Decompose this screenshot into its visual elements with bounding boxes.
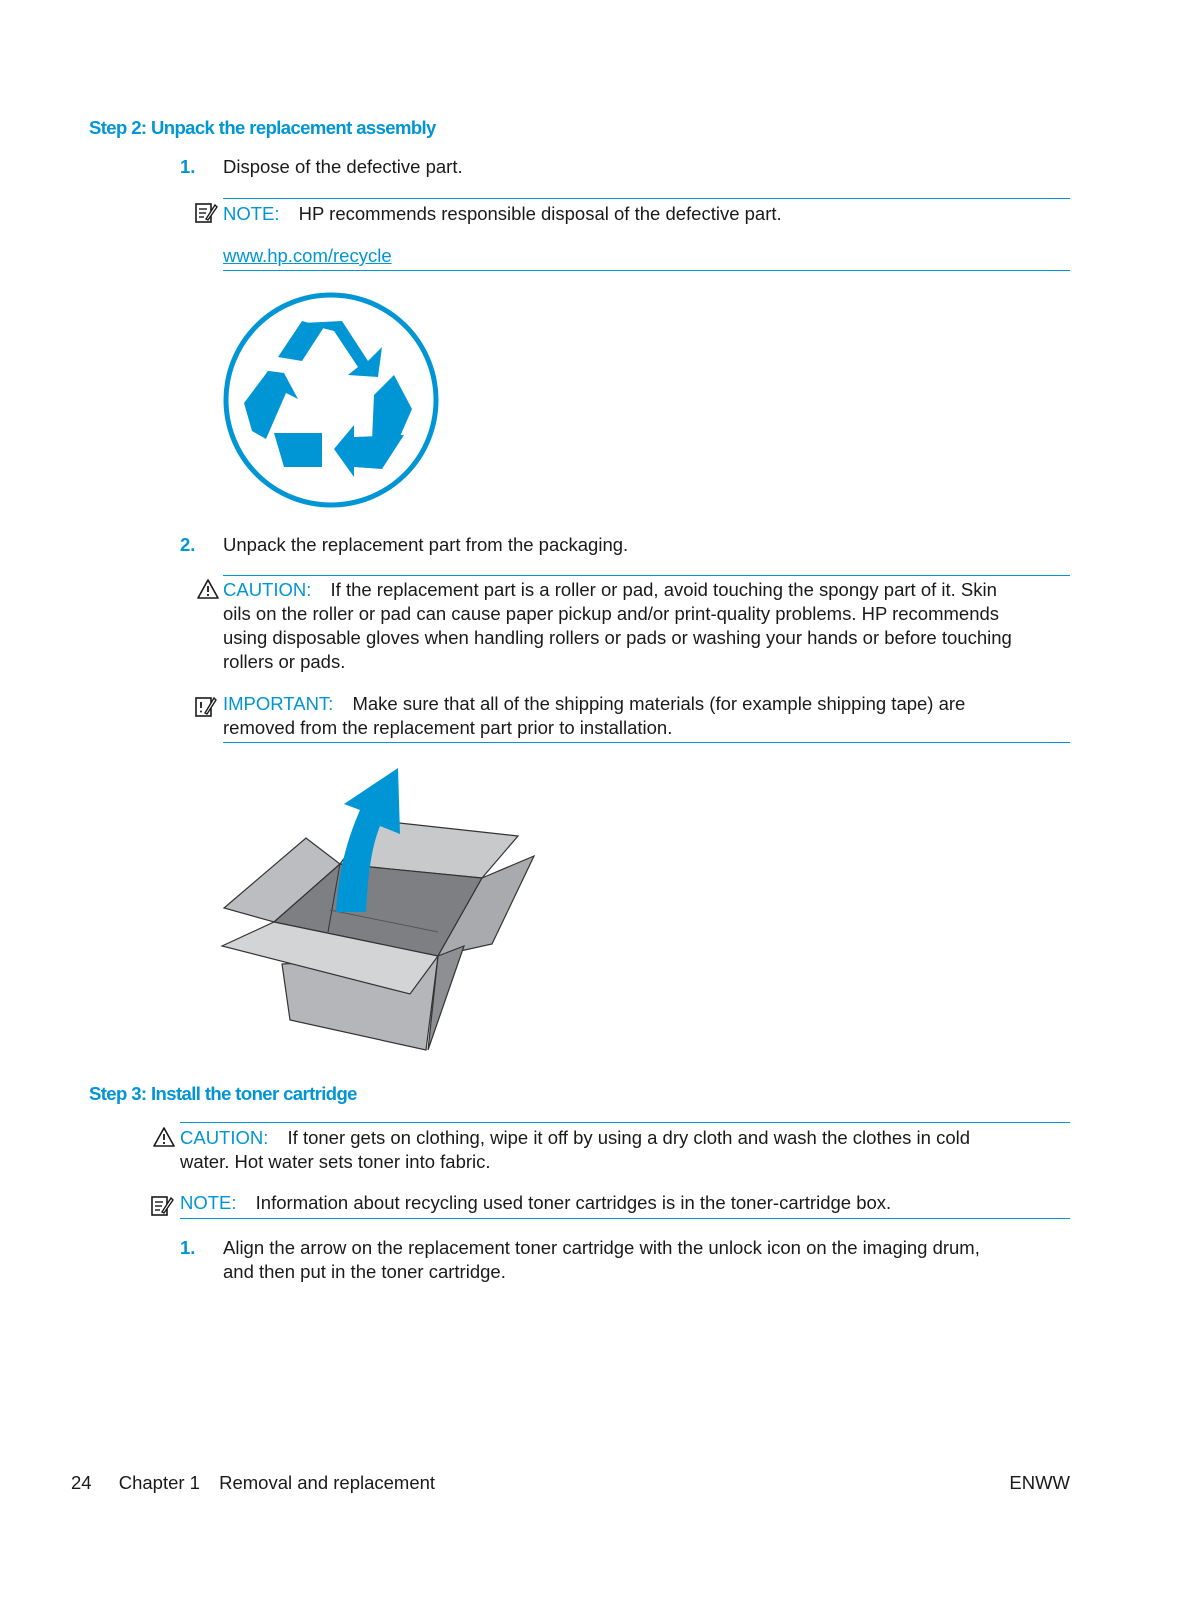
- note-icon: [150, 1194, 174, 1218]
- step2-heading: Step 2: Unpack the replacement assembly: [89, 117, 436, 138]
- important1-label: IMPORTANT:: [223, 693, 334, 714]
- step3-item1-number: 1.: [180, 1237, 196, 1258]
- recycle-link[interactable]: www.hp.com/recycle: [223, 245, 392, 266]
- step3-note-row: [180, 1192, 891, 1214]
- step3-caution-text: If toner gets on clothing, wipe it off by using a dry cloth and wash the clothes in cold: [287, 1127, 971, 1148]
- important1-line2: removed from the replacement part prior to installation.: [223, 717, 673, 738]
- note1-row: [223, 203, 782, 225]
- step3-caution-block: [180, 1126, 1070, 1174]
- note1-text: HP recommends responsible disposal of the defective part.: [298, 203, 782, 224]
- recycle-icon: [222, 291, 440, 509]
- step2-item1-text: Dispose of the defective part.: [223, 156, 463, 177]
- caution-icon: [152, 1126, 176, 1148]
- caution1-block: [223, 578, 1073, 674]
- step3-item1-line2: and then put in the toner cartridge.: [223, 1261, 506, 1282]
- important1-line1: [223, 692, 1073, 716]
- important-icon: [194, 693, 218, 719]
- step2-item1-number: 1.: [180, 156, 196, 177]
- footer-left: [71, 1472, 435, 1494]
- caution1-label: CAUTION:: [223, 579, 312, 600]
- caution1-line4: rollers or pads.: [223, 651, 346, 672]
- footer-chapter-title: Removal and replacement: [219, 1472, 436, 1493]
- note1-bottom-rule: [223, 270, 1070, 271]
- step3-caution-line1: [180, 1126, 1070, 1150]
- note-icon: [194, 201, 218, 225]
- step2-item2-text: Unpack the replacement part from the packaging.: [223, 534, 629, 555]
- footer-right: ENWW: [1009, 1472, 1070, 1493]
- caution1-line1: [223, 578, 1073, 602]
- caution1-line3: using disposable gloves when handling rollers or pads or washing your hands or before touching: [223, 627, 1012, 648]
- footer-page-number: 24: [71, 1472, 92, 1493]
- caution1-line2: oils on the roller or pad can cause paper pickup and/or print-quality problems. HP recommends: [223, 603, 1000, 624]
- step2-item2-number: 2.: [180, 534, 196, 555]
- note1-label: NOTE:: [223, 203, 280, 224]
- caution-icon: [196, 578, 220, 600]
- important1-block: [223, 692, 1073, 740]
- step3-note-bottom-rule: [180, 1218, 1070, 1219]
- box-icon: [220, 762, 540, 1054]
- step3-item1-block: [223, 1236, 1073, 1284]
- step3-caution-top-rule: [180, 1122, 1070, 1123]
- step3-note-text: Information about recycling used toner cartridges is in the toner-cartridge box.: [255, 1192, 892, 1213]
- footer-chapter: Chapter 1: [118, 1472, 200, 1493]
- step3-note-label: NOTE:: [180, 1192, 237, 1213]
- important1-text: Make sure that all of the shipping materials (for example shipping tape) are: [352, 693, 966, 714]
- step3-caution-line2: water. Hot water sets toner into fabric.: [180, 1151, 491, 1172]
- step3-heading: Step 3: Install the toner cartridge: [89, 1083, 357, 1104]
- important1-bottom-rule: [223, 742, 1070, 743]
- caution1-text: If the replacement part is a roller or pad, avoid touching the spongy part of it. Skin: [330, 579, 997, 600]
- step3-item1-line1: Align the arrow on the replacement toner cartridge with the unlock icon on the imaging drum,: [223, 1237, 980, 1258]
- note1-top-rule: [223, 198, 1070, 199]
- caution1-top-rule: [223, 575, 1070, 576]
- step3-caution-label: CAUTION:: [180, 1127, 269, 1148]
